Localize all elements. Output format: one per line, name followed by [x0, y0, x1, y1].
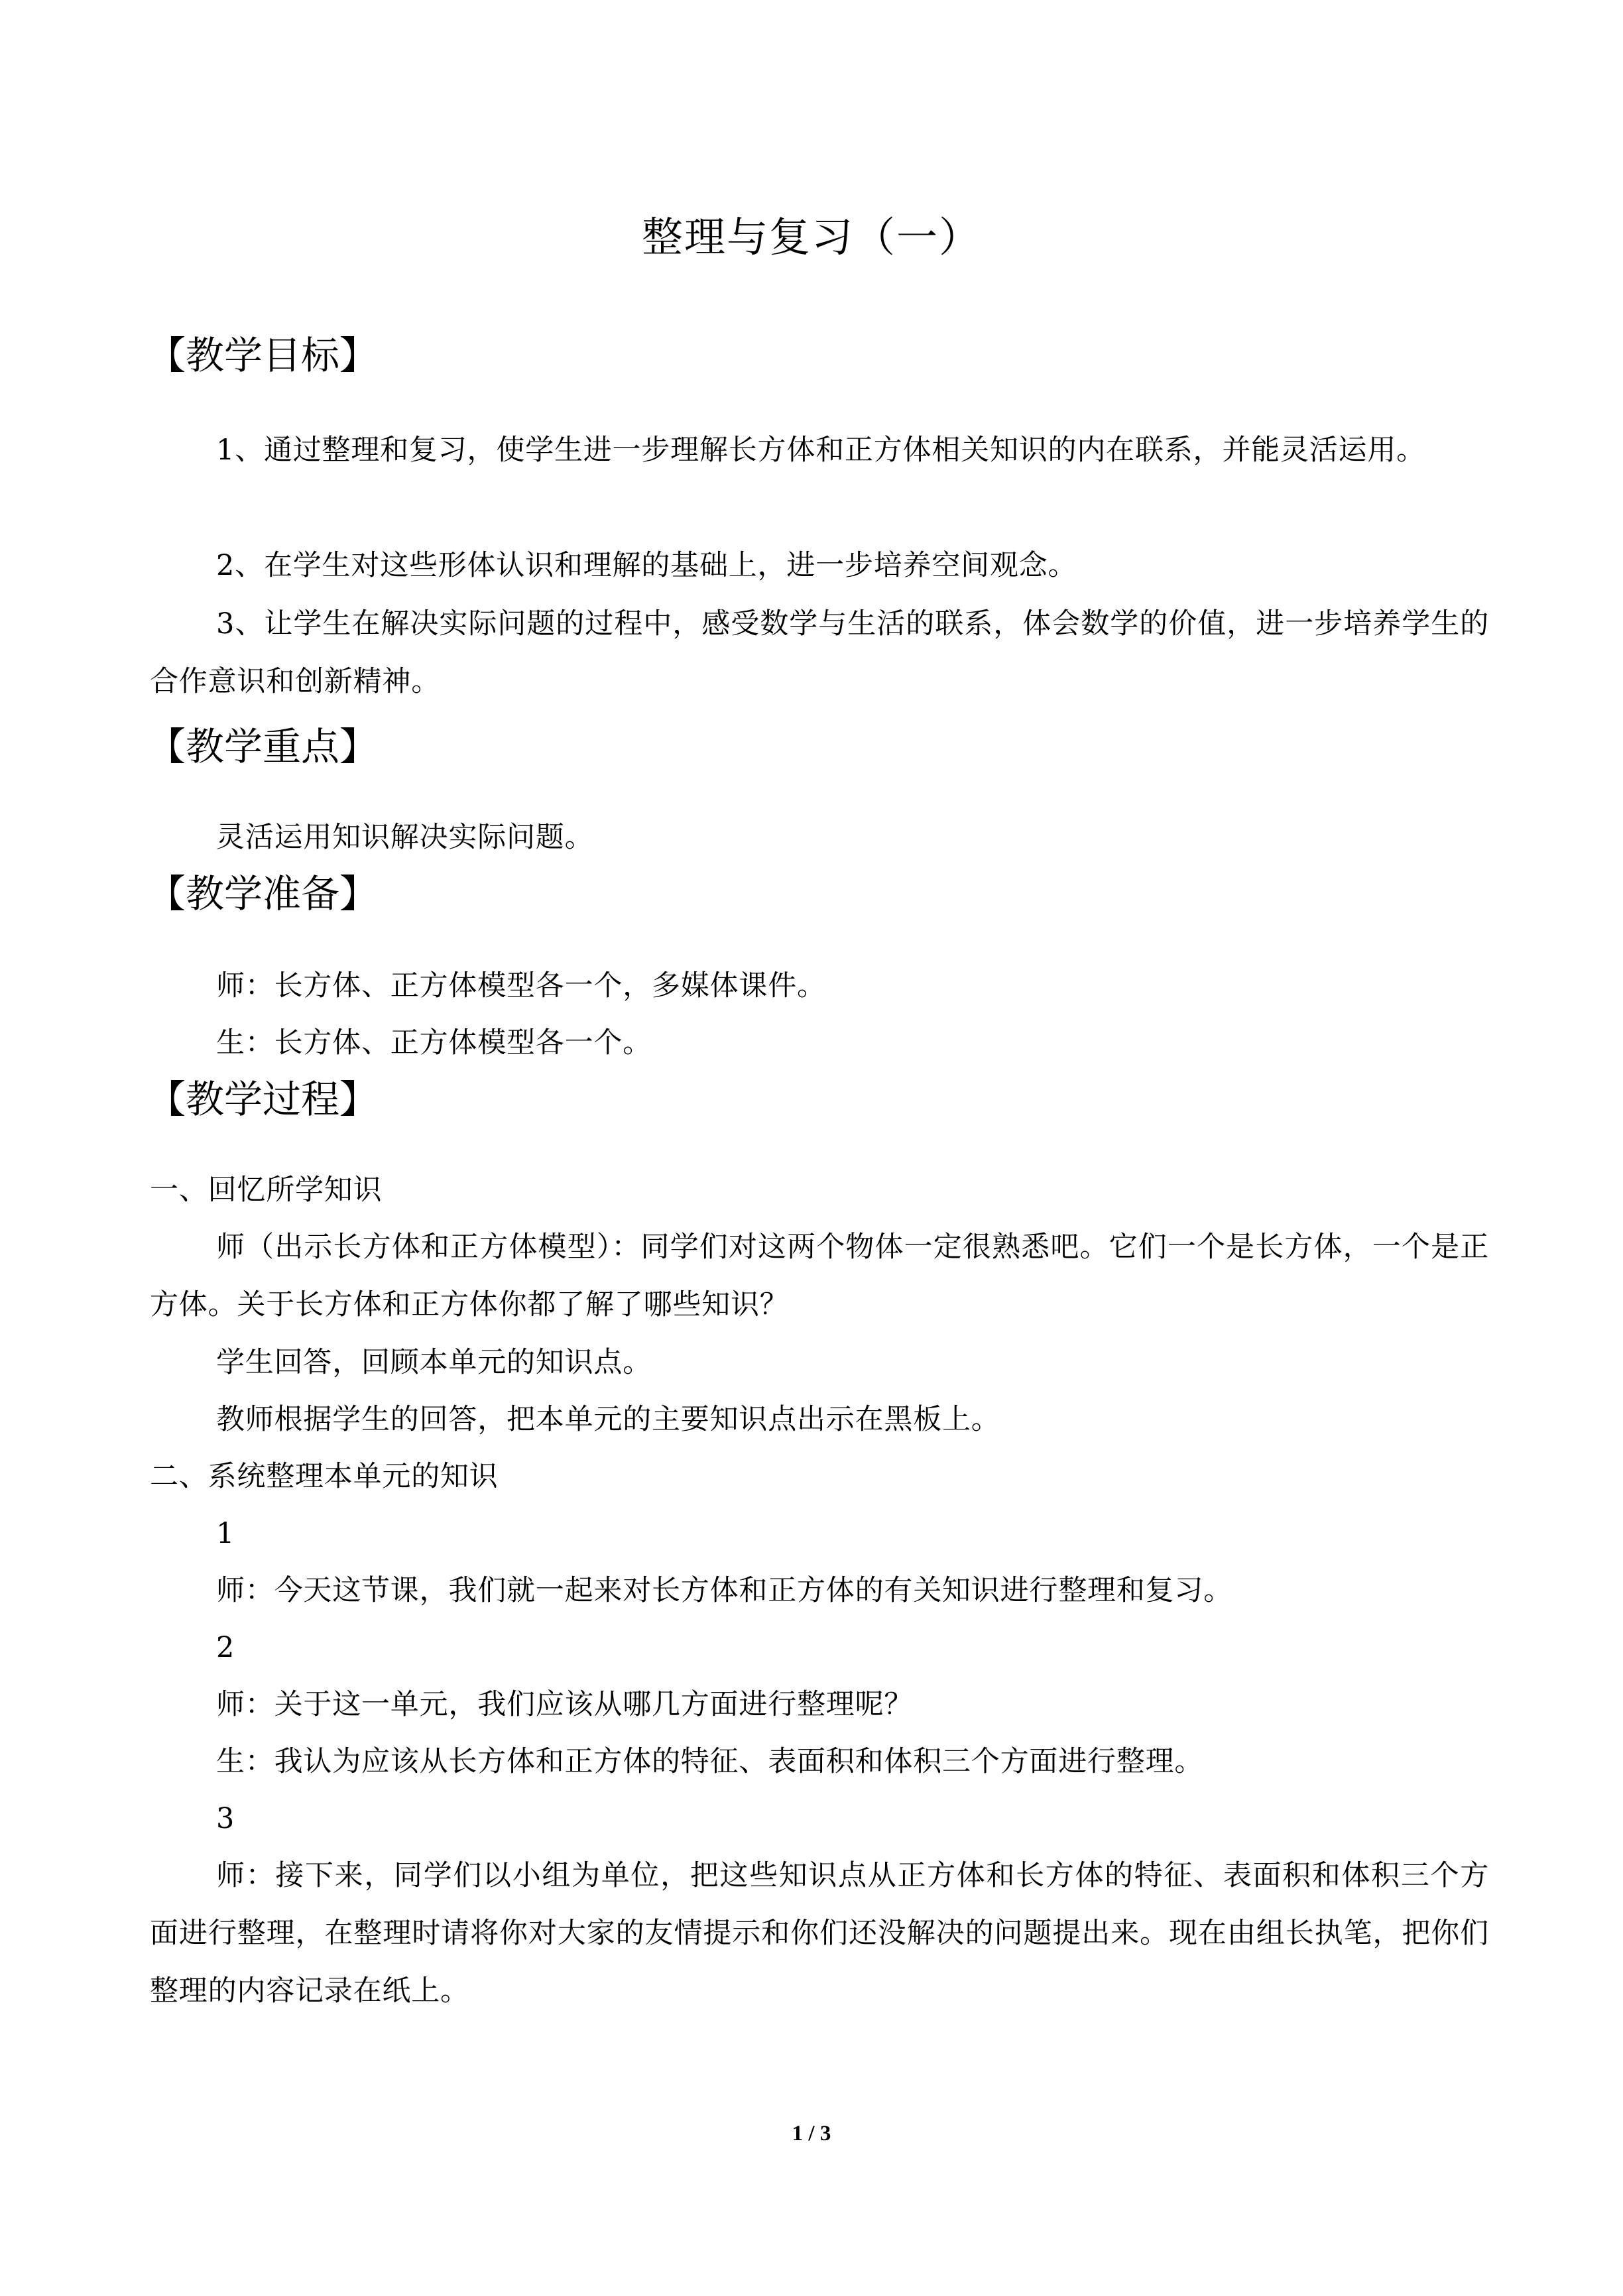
step-2-line-2: 生：我认为应该从长方体和正方体的特征、表面积和体积三个方面进行整理。 [216, 1745, 1204, 1778]
step-number-2: 2 [216, 1631, 235, 1664]
process-part1-paragraph-3: 教师根据学生的回答，把本单元的主要知识点出示在黑板上。 [216, 1403, 1000, 1436]
step-number-1: 1 [216, 1517, 235, 1550]
page-number: 1 / 3 [792, 2122, 831, 2145]
section-heading-preparation: 【教学准备】 [147, 871, 379, 916]
objective-item-1: 1、通过整理和复习，使学生进一步理解长方体和正方体相关知识的内在联系，并能灵活运用。 [216, 434, 1425, 467]
process-part1-heading: 一、回忆所学知识 [150, 1174, 383, 1207]
step-1-line-1: 师：今天这节课，我们就一起来对长方体和正方体的有关知识进行整理和复习。 [216, 1574, 1232, 1607]
section-heading-objectives: 【教学目标】 [147, 333, 379, 378]
process-part1-paragraph-2: 学生回答，回顾本单元的知识点。 [216, 1346, 652, 1379]
section-heading-process: 【教学过程】 [147, 1077, 379, 1122]
document-title: 整理与复习（一） [641, 213, 981, 261]
process-part2-heading: 二、系统整理本单元的知识 [150, 1460, 499, 1493]
step-number-3: 3 [216, 1802, 235, 1835]
preparation-student: 生：长方体、正方体模型各一个。 [216, 1026, 652, 1059]
process-part1-paragraph-1: 师（出示长方体和正方体模型）：同学们对这两个物体一定很熟悉吧。它们一个是长方体，一个是正方体。关于长方体和正方体你都了解了哪些知识？ [150, 1231, 1489, 1321]
step-2-line-1: 师：关于这一单元，我们应该从哪几方面进行整理呢？ [216, 1688, 914, 1721]
preparation-teacher: 师：长方体、正方体模型各一个，多媒体课件。 [216, 969, 826, 1002]
section-heading-key-points: 【教学重点】 [147, 724, 379, 769]
key-points-text: 灵活运用知识解决实际问题。 [216, 821, 594, 854]
step-3-line-1: 师：接下来，同学们以小组为单位，把这些知识点从正方体和长方体的特征、表面积和体积三个方面进行整理，在整理时请将你对大家的友情提示和你们还没解决的问题提出来。现在由组长执笔，把你们整理的内容记录在纸上。 [150, 1859, 1489, 2008]
objective-item-3: 3、让学生在解决实际问题的过程中，感受数学与生活的联系，体会数学的价值，进一步培养学生的合作意识和创新精神。 [150, 607, 1489, 698]
objective-item-2: 2、在学生对这些形体认识和理解的基础上，进一步培养空间观念。 [216, 549, 1077, 582]
